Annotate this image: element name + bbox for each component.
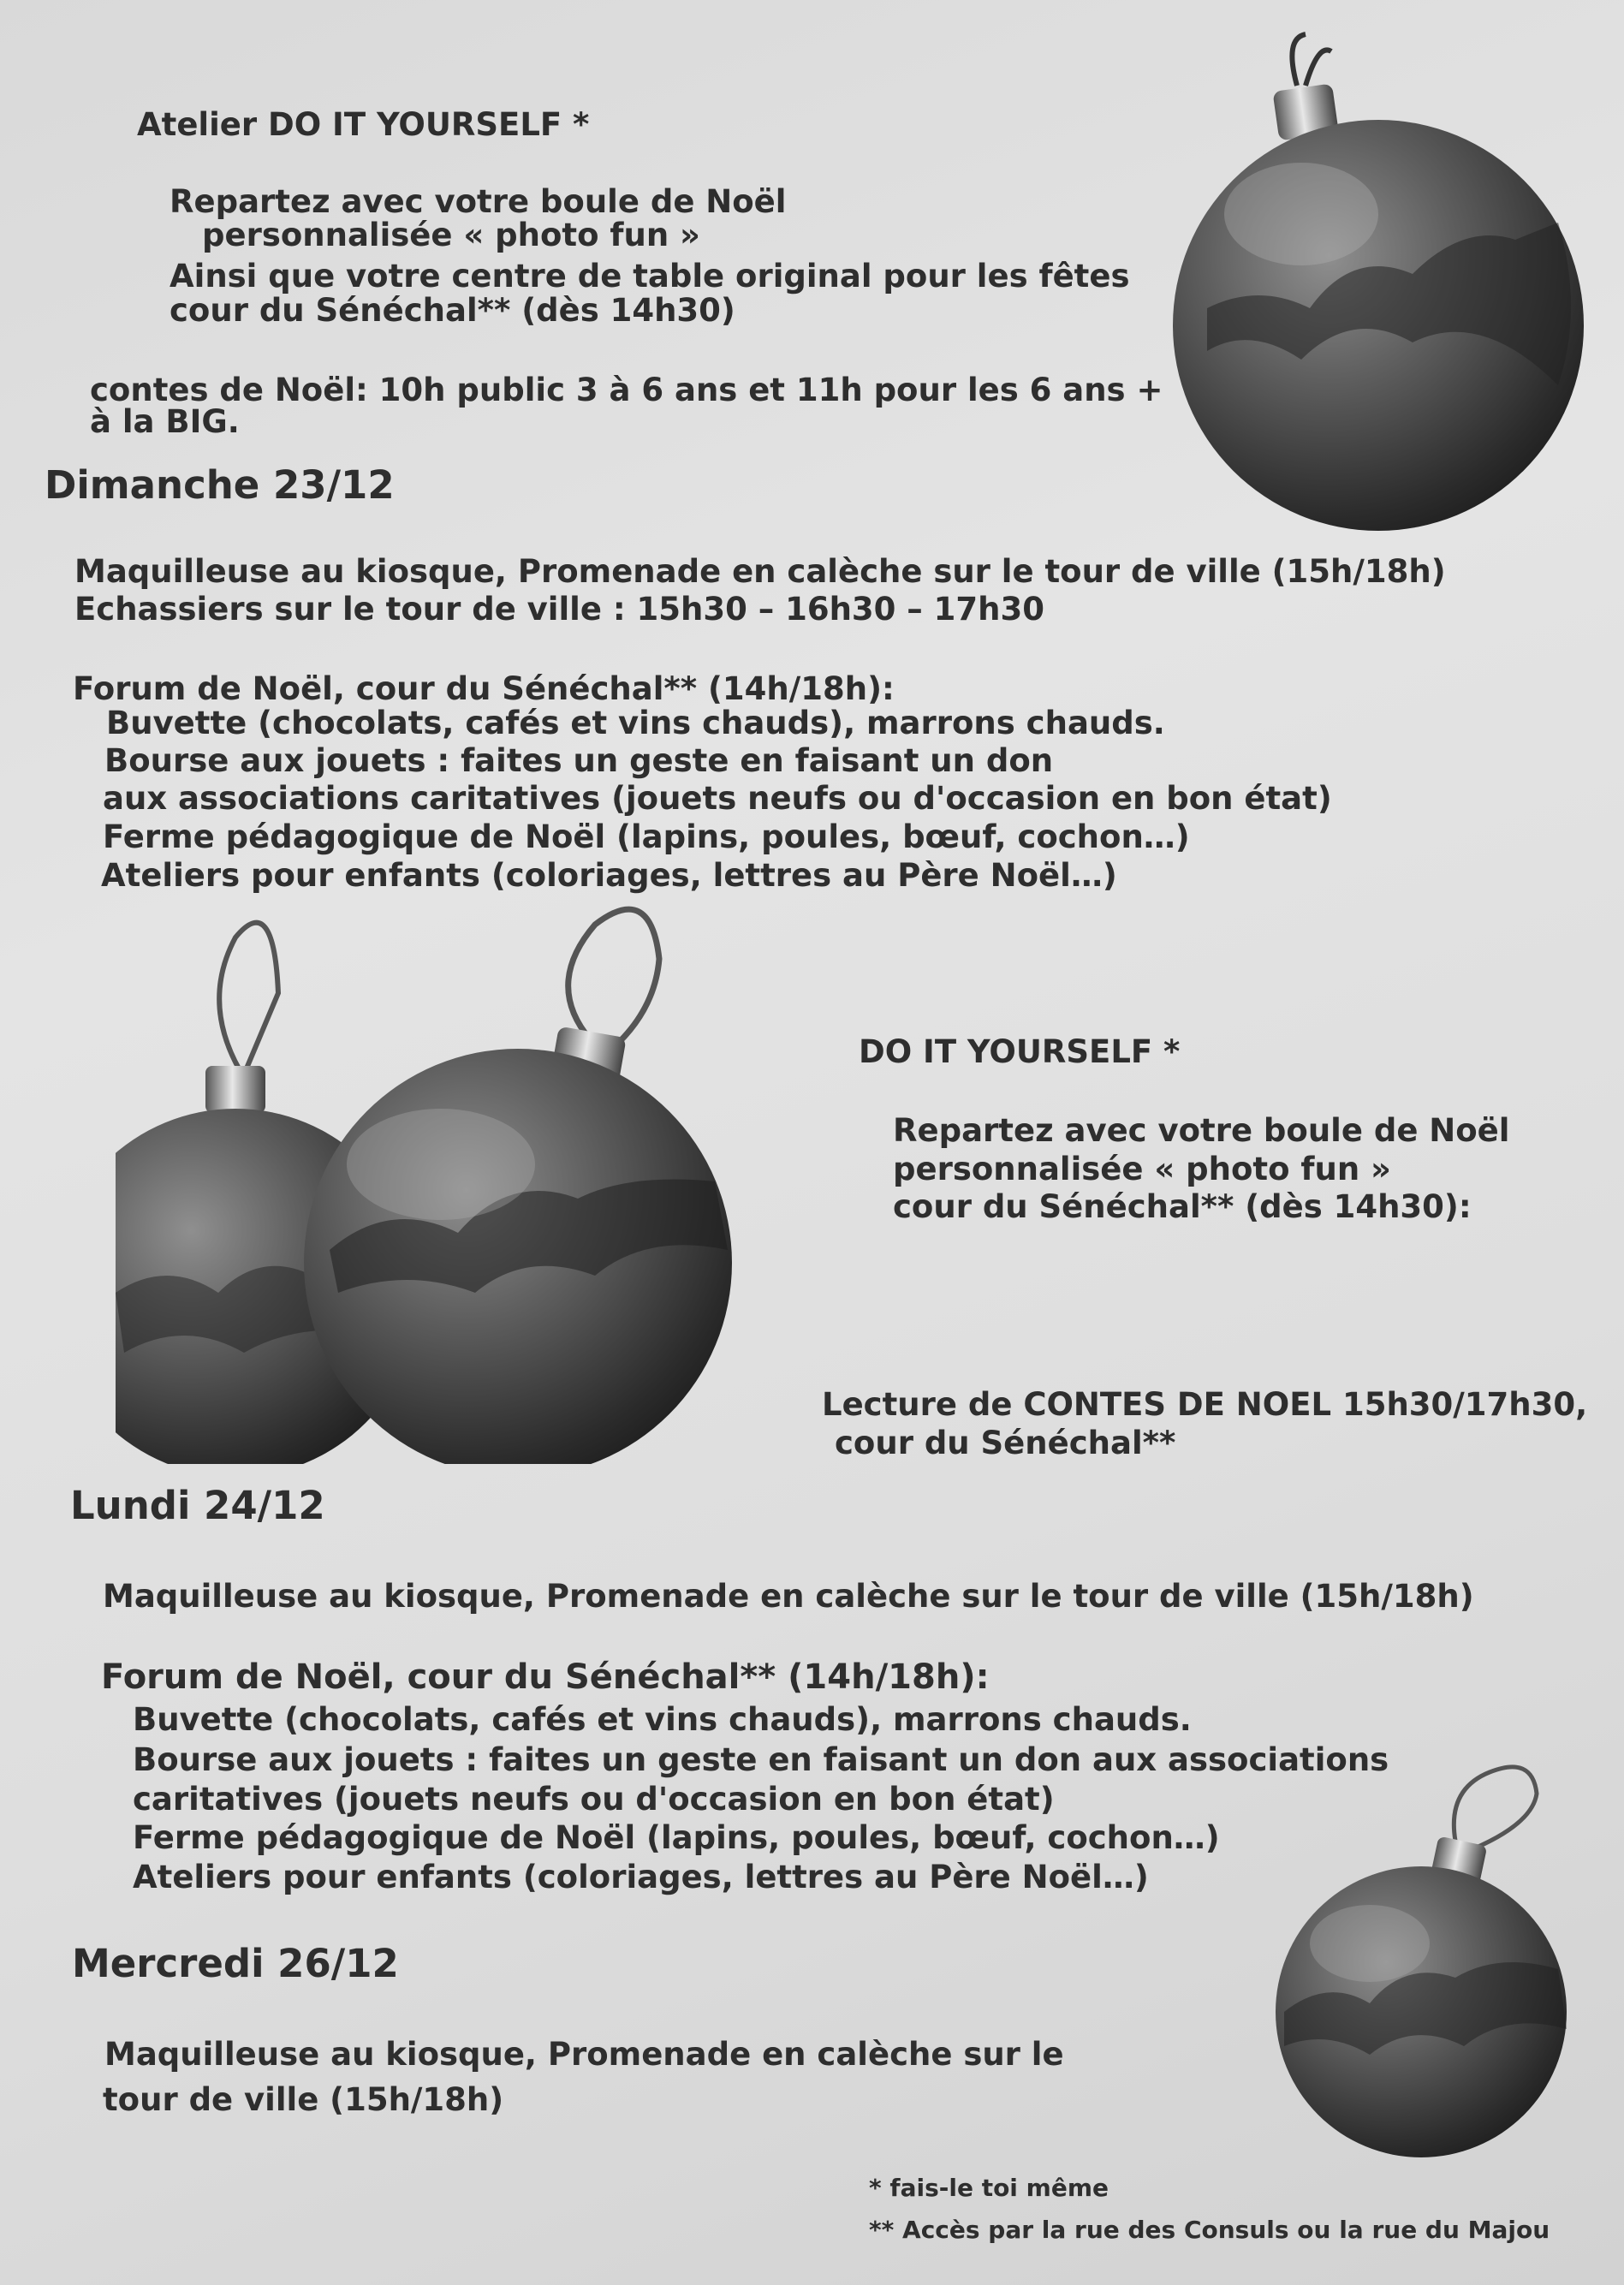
monday-forum-line: Ferme pédagogique de Noël (lapins, poules, bœuf, cochon…)	[133, 1819, 1220, 1856]
sunday-forum-line: aux associations caritatives (jouets neufs ou d'occasion en bon état)	[103, 780, 1332, 817]
tales-line: contes de Noël: 10h public 3 à 6 ans et 11h pour les 6 ans +	[90, 372, 1163, 408]
christmas-bauble-icon	[1276, 1755, 1584, 2157]
monday-forum-line: caritatives (jouets neufs ou d'occasion en bon état)	[133, 1781, 1055, 1818]
sunday-line: Echassiers sur le tour de ville : 15h30 – 16h30 – 17h30	[74, 591, 1044, 628]
christmas-bauble-icon	[1156, 26, 1601, 531]
wednesday-line: tour de ville (15h/18h)	[103, 2081, 504, 2118]
diy-line: cour du Sénéchal** (dès 14h30):	[893, 1188, 1472, 1225]
footnote: ** Accès par la rue des Consuls ou la rue du Majou	[869, 2216, 1550, 2244]
sunday-forum-line: Bourse aux jouets : faites un geste en faisant un don	[104, 742, 1054, 779]
reading-line: cour du Sénéchal**	[835, 1425, 1176, 1461]
diy-line: personnalisée « photo fun »	[893, 1151, 1391, 1187]
workshop-line: personnalisée « photo fun »	[202, 217, 700, 253]
day-heading-wednesday: Mercredi 26/12	[72, 1941, 399, 1986]
workshop-line: cour du Sénéchal** (dès 14h30)	[170, 292, 735, 329]
footnote: * fais-le toi même	[869, 2174, 1109, 2202]
monday-forum-title: Forum de Noël, cour du Sénéchal** (14h/18h):	[101, 1657, 990, 1697]
monday-forum-line: Bourse aux jouets : faites un geste en faisant un don aux associations	[133, 1741, 1389, 1778]
workshop-line: Ainsi que votre centre de table original pour les fêtes	[170, 258, 1130, 295]
reading-line: Lecture de CONTES DE NOEL 15h30/17h30,	[822, 1386, 1588, 1423]
tales-line: à la BIG.	[90, 403, 240, 440]
monday-forum-line: Ateliers pour enfants (coloriages, lettres au Père Noël…)	[133, 1859, 1149, 1895]
workshop-title: Atelier DO IT YOURSELF *	[137, 106, 590, 143]
sunday-forum-line: Ferme pédagogique de Noël (lapins, poules, bœuf, cochon…)	[103, 818, 1190, 855]
sunday-forum-line: Ateliers pour enfants (coloriages, lettres au Père Noël…)	[101, 857, 1117, 894]
diy-line: Repartez avec votre boule de Noël	[893, 1112, 1510, 1149]
wednesday-line: Maquilleuse au kiosque, Promenade en calèche sur le	[104, 2036, 1064, 2073]
day-heading-sunday: Dimanche 23/12	[45, 462, 395, 508]
day-heading-monday: Lundi 24/12	[70, 1483, 325, 1528]
christmas-bauble-pair-icon	[116, 890, 800, 1464]
sunday-line: Maquilleuse au kiosque, Promenade en calèche sur le tour de ville (15h/18h)	[74, 553, 1446, 590]
sunday-forum-line: Buvette (chocolats, cafés et vins chauds), marrons chauds.	[106, 705, 1165, 741]
workshop-line: Repartez avec votre boule de Noël	[170, 183, 787, 220]
monday-line: Maquilleuse au kiosque, Promenade en calèche sur le tour de ville (15h/18h)	[103, 1578, 1474, 1615]
diy-title: DO IT YOURSELF *	[859, 1033, 1181, 1070]
monday-forum-line: Buvette (chocolats, cafés et vins chauds), marrons chauds.	[133, 1701, 1192, 1738]
sunday-forum-title: Forum de Noël, cour du Sénéchal** (14h/18h):	[73, 670, 895, 707]
